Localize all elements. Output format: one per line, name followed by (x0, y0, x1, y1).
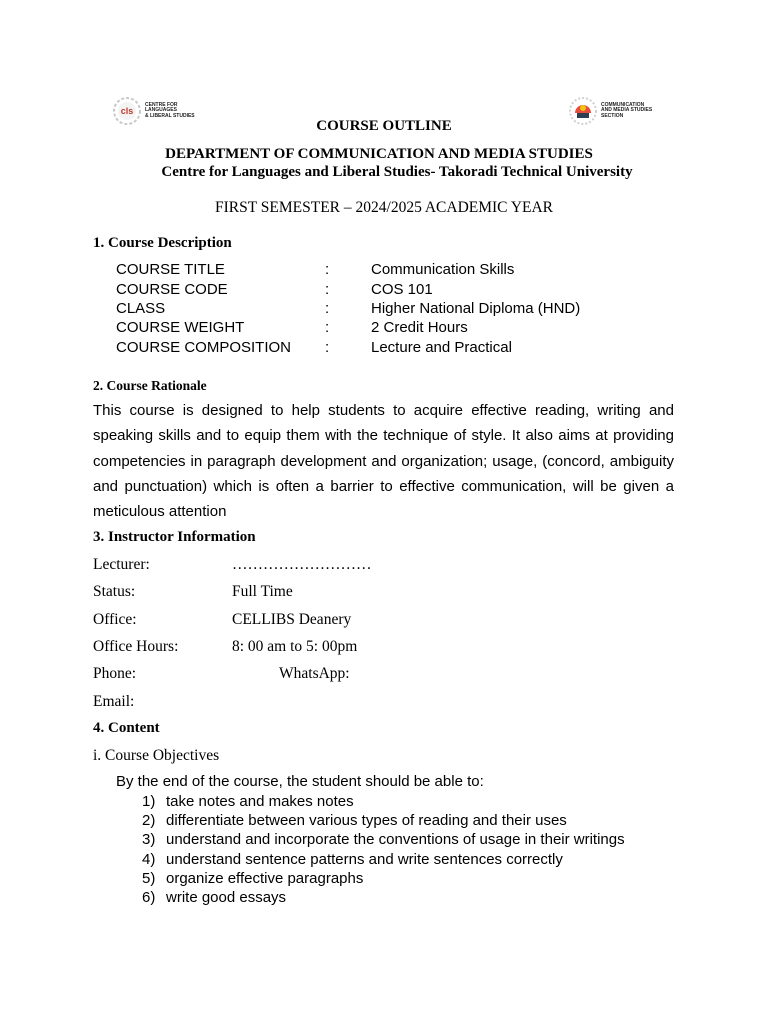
instructor-label: Office Hours: (93, 638, 179, 655)
objective-number: 4) (142, 850, 156, 868)
desc-label: COURSE TITLE (116, 261, 225, 278)
centre-title: Centre for Languages and Liberal Studies- Takoradi Technical University (161, 164, 633, 180)
desc-sep: : (325, 300, 330, 317)
instructor-value: 8: 00 am to 5: 00pm (232, 638, 358, 655)
semester-line: FIRST SEMESTER – 2024/2025 ACADEMIC YEAR (214, 199, 554, 216)
instructor-row (93, 583, 593, 603)
objective-text: differentiate between various types of reading and their uses (166, 812, 567, 830)
course-objectives-subheading: i. Course Objectives (93, 747, 220, 764)
course-rationale-heading: 2. Course Rationale (93, 378, 207, 393)
desc-sep: : (325, 281, 330, 298)
objective-text: organize effective paragraphs (166, 869, 364, 887)
desc-value: Communication Skills (371, 261, 515, 278)
desc-row (116, 300, 676, 319)
desc-value: Higher National Diploma (HND) (371, 300, 581, 317)
objective-number: 2) (142, 812, 156, 830)
page-title: COURSE OUTLINE (316, 118, 452, 134)
instructor-label: Phone: (93, 665, 137, 682)
desc-row (116, 319, 676, 338)
instructor-value: CELLIBS Deanery (232, 611, 352, 628)
objective-text: understand sentence patterns and write sentences correctly (166, 850, 563, 868)
instructor-row (93, 665, 593, 685)
desc-sep: : (325, 319, 330, 336)
objective-number: 1) (142, 793, 156, 810)
instructor-label: Office: (93, 611, 137, 628)
desc-label: COURSE WEIGHT (116, 319, 245, 336)
objective-text: write good essays (166, 888, 287, 906)
desc-value: 2 Credit Hours (371, 319, 468, 336)
cms-logo-text: COMMUNICATION AND MEDIA STUDIES SECTION (601, 101, 653, 119)
desc-value: Lecture and Practical (371, 339, 512, 356)
course-description-heading: 1. Course Description (93, 235, 232, 251)
objective-text: understand and incorporate the conventions of usage in their writings (166, 831, 625, 849)
instructor-label: Lecturer: (93, 556, 150, 573)
instructor-label: Status: (93, 583, 136, 600)
instructor-row (93, 693, 593, 713)
department-title: DEPARTMENT OF COMMUNICATION AND MEDIA STUDIES (165, 146, 593, 162)
instructor-row (93, 611, 593, 631)
desc-value: COS 101 (371, 281, 433, 298)
cls-logo-text: CENTRE FOR LANGUAGES & LIBERAL STUDIES (145, 101, 195, 119)
instructor-value: Full Time (232, 583, 293, 600)
desc-row (116, 281, 676, 300)
instructor-value: ……………………… (232, 556, 372, 573)
desc-sep: : (325, 339, 330, 356)
instructor-value: WhatsApp: (279, 665, 350, 682)
instructor-label: Email: (93, 693, 135, 710)
instructor-heading: 3. Instructor Information (93, 529, 256, 545)
objective-number: 6) (142, 888, 156, 906)
desc-label: CLASS (116, 300, 166, 317)
desc-row (116, 339, 676, 358)
desc-sep: : (325, 261, 330, 278)
svg-text:cls: cls (120, 106, 134, 116)
content-heading: 4. Content (93, 720, 160, 736)
objective-number: 3) (142, 831, 156, 849)
desc-label: COURSE COMPOSITION (116, 339, 292, 356)
instructor-row (93, 556, 593, 576)
course-rationale-text: This course is designed to help students to acquire effective reading, writing and speaking skills and to equip them with the technique of style. It also aims at providing competencies in paragraph development and organization; usage, (concord, ambiguity and punctuation) which is often a barrier to effective communication, will be given a meticulous attention (93, 402, 674, 521)
objectives-intro: By the end of the course, the student should be able to: (116, 773, 484, 790)
instructor-row (93, 638, 593, 658)
desc-row (116, 261, 676, 280)
desc-label: COURSE CODE (116, 281, 228, 298)
objective-number: 5) (142, 869, 156, 887)
objective-text: take notes and makes notes (166, 793, 354, 810)
